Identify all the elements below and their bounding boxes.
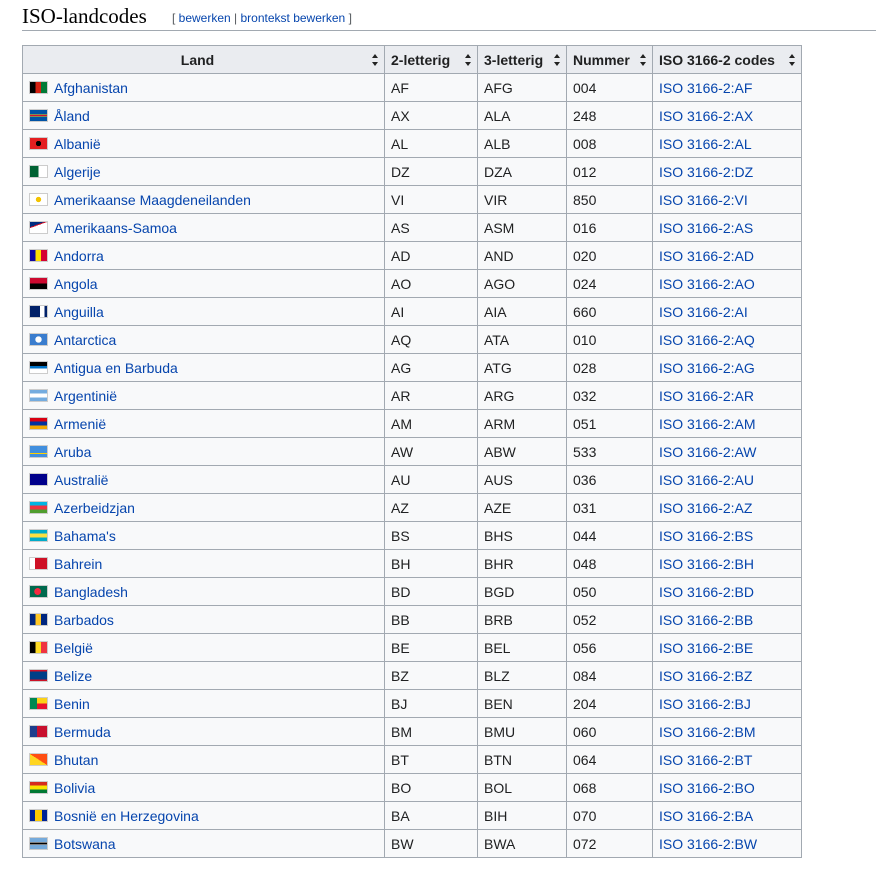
alpha2-cell: AI (385, 298, 478, 326)
table-body (23, 74, 802, 858)
country-link[interactable]: Australië (54, 471, 109, 488)
alpha2-cell: AL (385, 130, 478, 158)
alpha3-cell: ATA (478, 326, 567, 354)
country-cell (23, 718, 385, 746)
alpha3-cell: BWA (478, 830, 567, 858)
column-header-number[interactable] (567, 46, 653, 74)
alpha2-cell: BW (385, 830, 478, 858)
alpha3-cell: VIR (478, 186, 567, 214)
table-row (23, 410, 802, 438)
country-link[interactable]: Afghanistan (54, 79, 128, 96)
table-row (23, 186, 802, 214)
flag-icon (29, 81, 48, 94)
country-cell (23, 634, 385, 662)
table-header-row (23, 46, 802, 74)
iso3166-2-cell (653, 74, 802, 102)
numeric-code-cell: 032 (567, 382, 653, 410)
country-cell (23, 270, 385, 298)
country-cell (23, 550, 385, 578)
iso3166-2-cell (653, 718, 802, 746)
numeric-code-cell: 008 (567, 130, 653, 158)
alpha2-cell: AZ (385, 494, 478, 522)
alpha2-cell: DZ (385, 158, 478, 186)
country-cell (23, 298, 385, 326)
flag-icon (29, 473, 48, 486)
country-cell (23, 158, 385, 186)
iso3166-2-cell (653, 634, 802, 662)
alpha2-cell: AU (385, 466, 478, 494)
flag-icon (29, 781, 48, 794)
alpha3-cell: BMU (478, 718, 567, 746)
column-header-label: 2-letterig (391, 51, 451, 68)
numeric-code-cell: 850 (567, 186, 653, 214)
flag-icon (29, 753, 48, 766)
country-cell (23, 830, 385, 858)
flag-icon (29, 221, 48, 234)
country-cell (23, 438, 385, 466)
iso3166-2-cell (653, 578, 802, 606)
country-link[interactable]: Bangladesh (54, 583, 128, 600)
numeric-code-cell: 028 (567, 354, 653, 382)
country-link[interactable]: Argentinië (54, 387, 118, 404)
alpha3-cell: BIH (478, 802, 567, 830)
table-row (23, 718, 802, 746)
iso3166-2-cell (653, 690, 802, 718)
flag-icon (29, 557, 48, 570)
table-row (23, 802, 802, 830)
table-row (23, 494, 802, 522)
table-row (23, 242, 802, 270)
section-title: ISO-landcodes (22, 4, 147, 28)
alpha2-cell: AF (385, 74, 478, 102)
country-link[interactable]: Amerikaans-Samoa (54, 219, 177, 236)
iso3166-2-cell (653, 102, 802, 130)
alpha3-cell: ARM (478, 410, 567, 438)
country-link[interactable]: Antigua en Barbuda (54, 359, 178, 376)
country-link[interactable]: Bosnië en Herzegovina (54, 807, 199, 824)
iso3166-2-link[interactable]: ISO 3166-2:AM (659, 415, 756, 432)
country-link[interactable]: Antarctica (54, 331, 117, 348)
flag-icon (29, 697, 48, 710)
sort-arrows-icon[interactable] (789, 54, 796, 66)
iso3166-2-cell (653, 382, 802, 410)
country-cell (23, 466, 385, 494)
country-link[interactable]: Amerikaanse Maagdeneilanden (54, 191, 251, 208)
alpha2-cell: BA (385, 802, 478, 830)
flag-icon (29, 389, 48, 402)
flag-icon (29, 641, 48, 654)
alpha3-cell: AUS (478, 466, 567, 494)
numeric-code-cell: 660 (567, 298, 653, 326)
numeric-code-cell: 048 (567, 550, 653, 578)
table-row (23, 214, 802, 242)
sort-arrows-icon[interactable] (372, 54, 379, 66)
alpha2-cell: BZ (385, 662, 478, 690)
flag-icon (29, 585, 48, 598)
numeric-code-cell: 072 (567, 830, 653, 858)
table-row (23, 382, 802, 410)
country-link[interactable]: Bahama's (54, 527, 116, 544)
country-link[interactable]: Algerije (54, 163, 101, 180)
table-row (23, 550, 802, 578)
iso3166-2-cell (653, 158, 802, 186)
numeric-code-cell: 004 (567, 74, 653, 102)
column-header-iso3166-2[interactable] (653, 46, 802, 74)
table-row (23, 466, 802, 494)
country-cell (23, 494, 385, 522)
iso3166-2-link[interactable]: ISO 3166-2:BW (659, 835, 758, 852)
alpha3-cell: DZA (478, 158, 567, 186)
edit-bracket-close: ] (345, 11, 352, 25)
flag-icon (29, 669, 48, 682)
table-row (23, 578, 802, 606)
iso3166-2-cell (653, 606, 802, 634)
country-link[interactable]: Benin (54, 695, 90, 712)
flag-icon (29, 249, 48, 262)
country-cell (23, 690, 385, 718)
alpha3-cell: ATG (478, 354, 567, 382)
country-link[interactable]: Botswana (54, 835, 116, 852)
alpha2-cell: AD (385, 242, 478, 270)
country-cell (23, 662, 385, 690)
country-cell (23, 354, 385, 382)
flag-icon (29, 417, 48, 430)
table-row (23, 130, 802, 158)
alpha2-cell: AW (385, 438, 478, 466)
iso3166-2-link[interactable]: ISO 3166-2:AF (659, 79, 753, 96)
iso3166-2-cell (653, 438, 802, 466)
section-heading (22, 0, 876, 31)
numeric-code-cell: 051 (567, 410, 653, 438)
iso3166-2-cell (653, 242, 802, 270)
alpha3-cell: BOL (478, 774, 567, 802)
country-link[interactable]: België (54, 639, 93, 656)
flag-icon (29, 501, 48, 514)
edit-link[interactable]: bewerken (178, 11, 231, 25)
flag-icon (29, 809, 48, 822)
iso3166-2-cell (653, 774, 802, 802)
numeric-code-cell: 010 (567, 326, 653, 354)
iso3166-2-link[interactable]: ISO 3166-2:AZ (659, 499, 753, 516)
flag-icon (29, 109, 48, 122)
country-cell (23, 242, 385, 270)
iso3166-2-link[interactable]: ISO 3166-2:AU (659, 471, 754, 488)
alpha2-cell: BJ (385, 690, 478, 718)
numeric-code-cell: 204 (567, 690, 653, 718)
table-row (23, 270, 802, 298)
flag-icon (29, 613, 48, 626)
iso3166-2-link[interactable]: ISO 3166-2:AS (659, 219, 754, 236)
country-link[interactable]: Barbados (54, 611, 114, 628)
table-row (23, 438, 802, 466)
alpha2-cell: AX (385, 102, 478, 130)
column-header-label: ISO 3166-2 codes (659, 51, 775, 68)
iso3166-2-link[interactable]: ISO 3166-2:BO (659, 779, 755, 796)
iso3166-2-cell (653, 186, 802, 214)
column-header-label: Nummer (573, 51, 630, 68)
iso3166-2-cell (653, 802, 802, 830)
table-row (23, 634, 802, 662)
country-link[interactable]: Bahrein (54, 555, 103, 572)
iso3166-2-link[interactable]: ISO 3166-2:AX (659, 107, 754, 124)
iso3166-2-link[interactable]: ISO 3166-2:BZ (659, 667, 753, 684)
iso3166-2-cell (653, 550, 802, 578)
country-link[interactable]: Bolivia (54, 779, 96, 796)
numeric-code-cell: 248 (567, 102, 653, 130)
iso3166-2-cell (653, 326, 802, 354)
country-link[interactable]: Bermuda (54, 723, 111, 740)
alpha2-cell: AM (385, 410, 478, 438)
alpha2-cell: AR (385, 382, 478, 410)
table-row (23, 298, 802, 326)
table-row (23, 74, 802, 102)
country-link[interactable]: Angola (54, 275, 98, 292)
alpha2-cell: AO (385, 270, 478, 298)
iso3166-2-link[interactable]: ISO 3166-2:BD (659, 583, 754, 600)
alpha3-cell: BHS (478, 522, 567, 550)
table-row (23, 102, 802, 130)
flag-icon (29, 333, 48, 346)
flag-icon (29, 361, 48, 374)
country-cell (23, 774, 385, 802)
alpha3-cell: BHR (478, 550, 567, 578)
table-row (23, 830, 802, 858)
alpha2-cell: AQ (385, 326, 478, 354)
numeric-code-cell: 052 (567, 606, 653, 634)
numeric-code-cell: 050 (567, 578, 653, 606)
iso3166-2-link[interactable]: ISO 3166-2:AL (659, 135, 752, 152)
iso3166-2-link[interactable]: ISO 3166-2:BB (659, 611, 754, 628)
iso3166-2-cell (653, 746, 802, 774)
numeric-code-cell: 016 (567, 214, 653, 242)
alpha3-cell: BEN (478, 690, 567, 718)
iso3166-2-link[interactable]: ISO 3166-2:BT (659, 751, 753, 768)
edit-separator: | (230, 11, 241, 25)
country-link[interactable]: Belize (54, 667, 93, 684)
iso3166-2-link[interactable]: ISO 3166-2:AR (659, 387, 754, 404)
numeric-code-cell: 031 (567, 494, 653, 522)
alpha3-cell: ABW (478, 438, 567, 466)
table-row (23, 354, 802, 382)
numeric-code-cell: 070 (567, 802, 653, 830)
alpha2-cell: BH (385, 550, 478, 578)
iso3166-2-link[interactable]: ISO 3166-2:DZ (659, 163, 754, 180)
numeric-code-cell: 068 (567, 774, 653, 802)
numeric-code-cell: 060 (567, 718, 653, 746)
numeric-code-cell: 056 (567, 634, 653, 662)
country-cell (23, 74, 385, 102)
iso3166-2-cell (653, 354, 802, 382)
alpha3-cell: AFG (478, 74, 567, 102)
column-header-land[interactable] (23, 46, 385, 74)
numeric-code-cell: 012 (567, 158, 653, 186)
iso3166-2-link[interactable]: ISO 3166-2:BJ (659, 695, 751, 712)
alpha3-cell: ARG (478, 382, 567, 410)
iso3166-2-cell (653, 522, 802, 550)
country-cell (23, 522, 385, 550)
numeric-code-cell: 084 (567, 662, 653, 690)
alpha2-cell: AG (385, 354, 478, 382)
table-row (23, 774, 802, 802)
sort-arrows-icon[interactable] (465, 54, 472, 66)
iso3166-2-cell (653, 494, 802, 522)
country-cell (23, 326, 385, 354)
numeric-code-cell: 064 (567, 746, 653, 774)
country-cell (23, 606, 385, 634)
sort-arrows-icon[interactable] (554, 54, 561, 66)
iso3166-2-cell (653, 830, 802, 858)
country-link[interactable]: Aruba (54, 443, 92, 460)
table-row (23, 522, 802, 550)
edit-links (172, 11, 352, 25)
iso3166-2-cell (653, 466, 802, 494)
iso3166-2-cell (653, 130, 802, 158)
alpha2-cell: VI (385, 186, 478, 214)
table-row (23, 326, 802, 354)
alpha3-cell: BGD (478, 578, 567, 606)
alpha2-cell: BS (385, 522, 478, 550)
alpha2-cell: BD (385, 578, 478, 606)
flag-icon (29, 725, 48, 738)
iso3166-2-cell (653, 298, 802, 326)
country-link[interactable]: Anguilla (54, 303, 104, 320)
flag-icon (29, 529, 48, 542)
flag-icon (29, 445, 48, 458)
alpha3-cell: AGO (478, 270, 567, 298)
edit-bracket-open: [ (172, 11, 179, 25)
country-cell (23, 382, 385, 410)
flag-icon (29, 165, 48, 178)
country-cell (23, 802, 385, 830)
country-cell (23, 186, 385, 214)
iso3166-2-cell (653, 410, 802, 438)
iso3166-2-link[interactable]: ISO 3166-2:AD (659, 247, 754, 264)
iso3166-2-cell (653, 270, 802, 298)
numeric-code-cell: 533 (567, 438, 653, 466)
alpha3-cell: AIA (478, 298, 567, 326)
alpha3-cell: ASM (478, 214, 567, 242)
alpha3-cell: BEL (478, 634, 567, 662)
iso3166-2-cell (653, 662, 802, 690)
iso3166-2-cell (653, 214, 802, 242)
country-link[interactable]: Bhutan (54, 751, 99, 768)
alpha3-cell: ALA (478, 102, 567, 130)
iso3166-2-link[interactable]: ISO 3166-2:BS (659, 527, 754, 544)
flag-icon (29, 137, 48, 150)
numeric-code-cell: 036 (567, 466, 653, 494)
country-link[interactable]: Åland (54, 107, 90, 124)
column-header-alpha2[interactable] (385, 46, 478, 74)
country-link[interactable]: Albanië (54, 135, 101, 152)
edit-source-link[interactable]: brontekst bewerken (240, 11, 346, 25)
country-cell (23, 578, 385, 606)
alpha3-cell: BLZ (478, 662, 567, 690)
column-header-alpha3[interactable] (478, 46, 567, 74)
iso3166-2-link[interactable]: ISO 3166-2:BH (659, 555, 754, 572)
alpha2-cell: BO (385, 774, 478, 802)
iso3166-2-link[interactable]: ISO 3166-2:AI (659, 303, 748, 320)
country-link[interactable]: Azerbeidzjan (54, 499, 135, 516)
iso3166-2-link[interactable]: ISO 3166-2:AG (659, 359, 755, 376)
country-cell (23, 214, 385, 242)
alpha3-cell: BRB (478, 606, 567, 634)
alpha2-cell: BB (385, 606, 478, 634)
flag-icon (29, 305, 48, 318)
country-link[interactable]: Andorra (54, 247, 104, 264)
iso3166-2-link[interactable]: ISO 3166-2:VI (659, 191, 748, 208)
iso3166-2-link[interactable]: ISO 3166-2:BA (659, 807, 754, 824)
column-header-label: 3-letterig (484, 51, 544, 68)
table-row (23, 606, 802, 634)
column-header-label: Land (180, 51, 215, 68)
table-row (23, 690, 802, 718)
alpha3-cell: BTN (478, 746, 567, 774)
table-row (23, 662, 802, 690)
iso3166-2-link[interactable]: ISO 3166-2:BE (659, 639, 754, 656)
country-cell (23, 746, 385, 774)
alpha3-cell: ALB (478, 130, 567, 158)
iso3166-2-link[interactable]: ISO 3166-2:BM (659, 723, 756, 740)
alpha2-cell: BM (385, 718, 478, 746)
flag-icon (29, 193, 48, 206)
flag-icon (29, 837, 48, 850)
country-cell (23, 102, 385, 130)
flag-icon (29, 277, 48, 290)
table-row (23, 746, 802, 774)
alpha2-cell: BT (385, 746, 478, 774)
table-row (23, 158, 802, 186)
alpha3-cell: AZE (478, 494, 567, 522)
numeric-code-cell: 044 (567, 522, 653, 550)
country-cell (23, 130, 385, 158)
iso3166-2-link[interactable]: ISO 3166-2:AQ (659, 331, 755, 348)
alpha2-cell: AS (385, 214, 478, 242)
iso3166-2-link[interactable]: ISO 3166-2:AW (659, 443, 757, 460)
alpha2-cell: BE (385, 634, 478, 662)
alpha3-cell: AND (478, 242, 567, 270)
country-cell (23, 410, 385, 438)
numeric-code-cell: 024 (567, 270, 653, 298)
numeric-code-cell: 020 (567, 242, 653, 270)
iso-codes-table (22, 45, 802, 858)
iso3166-2-link[interactable]: ISO 3166-2:AO (659, 275, 755, 292)
country-link[interactable]: Armenië (54, 415, 107, 432)
sort-arrows-icon[interactable] (640, 54, 647, 66)
